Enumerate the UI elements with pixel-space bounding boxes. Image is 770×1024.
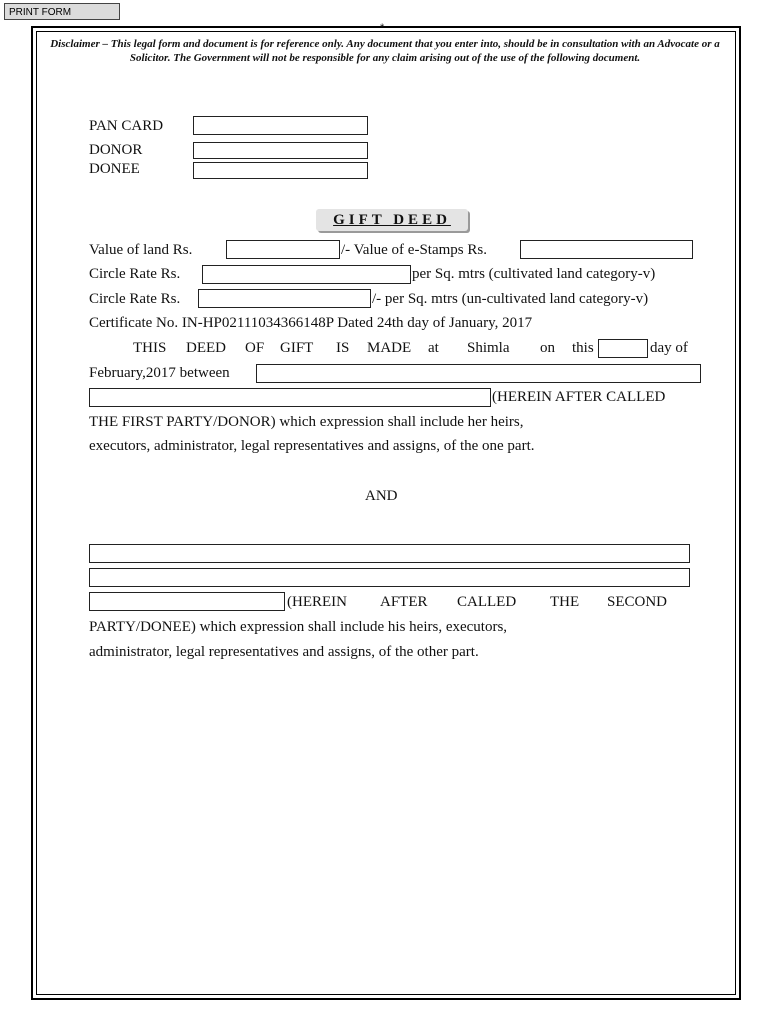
stamps-value-input[interactable] <box>520 240 693 259</box>
disclaimer-text: Disclaimer – This legal form and document is for reference only. Any document that you enter into, should be in consultation with an Advocate or a Solicitor. The Government will not be responsible for any claim arising out of the use of the following document. <box>50 38 720 64</box>
circle-rate-uncultivated-input[interactable] <box>198 289 371 308</box>
donee-name-input[interactable] <box>89 544 690 563</box>
circle-rate-cultivated-input[interactable] <box>202 265 411 284</box>
per-cultivated-text: per Sq. mtrs (cultivated land category-v) <box>412 266 656 282</box>
herein-second-word: CALLED <box>457 594 517 610</box>
donor-name-input[interactable] <box>256 364 701 383</box>
deed-word: this <box>572 340 594 356</box>
place-text: Shimla <box>467 340 510 356</box>
donee-address-input[interactable] <box>89 568 690 587</box>
deed-word: OF <box>245 340 265 356</box>
page-border-inner <box>36 31 736 995</box>
value-land-label: Value of land Rs. <box>89 242 193 258</box>
deed-word: DEED <box>186 340 226 356</box>
donee-details-input[interactable] <box>89 592 285 611</box>
land-value-input[interactable] <box>226 240 340 259</box>
print-form-button[interactable]: PRINT FORM <box>4 3 120 20</box>
deed-word: THIS <box>133 340 167 356</box>
deed-word: MADE <box>367 340 412 356</box>
executors-other-part-text: administrator, legal representatives and assigns, of the other part. <box>89 644 479 660</box>
herein-second-word: (HEREIN <box>287 594 347 610</box>
herein-first-text: (HEREIN AFTER CALLED <box>492 389 666 405</box>
and-text: AND <box>365 488 398 504</box>
certificate-text: Certificate No. IN-HP02111034366148P Dated 24th day of January, 2017 <box>89 315 533 331</box>
herein-second-word: THE <box>550 594 580 610</box>
donor-details-input[interactable] <box>89 388 491 407</box>
pan-card-input[interactable] <box>193 116 368 135</box>
donee-label: DONEE <box>89 161 140 177</box>
second-party-text: PARTY/DONEE) which expression shall include his heirs, executors, <box>89 619 508 635</box>
donee-input[interactable] <box>193 162 368 179</box>
day-input[interactable] <box>598 339 648 358</box>
executors-one-part-text: executors, administrator, legal representatives and assigns, of the one part. <box>89 438 535 454</box>
gift-deed-title: GIFT DEED <box>316 209 468 231</box>
donor-label: DONOR <box>89 142 143 158</box>
day-of-text: day of <box>650 340 688 356</box>
first-party-text: THE FIRST PARTY/DONOR) which expression shall include her heirs, <box>89 414 524 430</box>
circle-rate-label-1: Circle Rate Rs. <box>89 266 181 282</box>
deed-word: GIFT <box>280 340 314 356</box>
pan-card-label: PAN CARD <box>89 118 164 134</box>
deed-word: IS <box>336 340 350 356</box>
deed-word: at <box>428 340 439 356</box>
herein-second-word: SECOND <box>607 594 668 610</box>
asterisk-mark: * <box>380 22 385 34</box>
february-between-text: February,2017 between <box>89 365 230 381</box>
herein-second-word: AFTER <box>380 594 428 610</box>
per-uncultivated-text: /- per Sq. mtrs (un-cultivated land category-v) <box>372 291 649 307</box>
donor-input[interactable] <box>193 142 368 159</box>
deed-word: on <box>540 340 555 356</box>
value-stamps-label: /- Value of e-Stamps Rs. <box>341 242 487 258</box>
circle-rate-label-2: Circle Rate Rs. <box>89 291 181 307</box>
